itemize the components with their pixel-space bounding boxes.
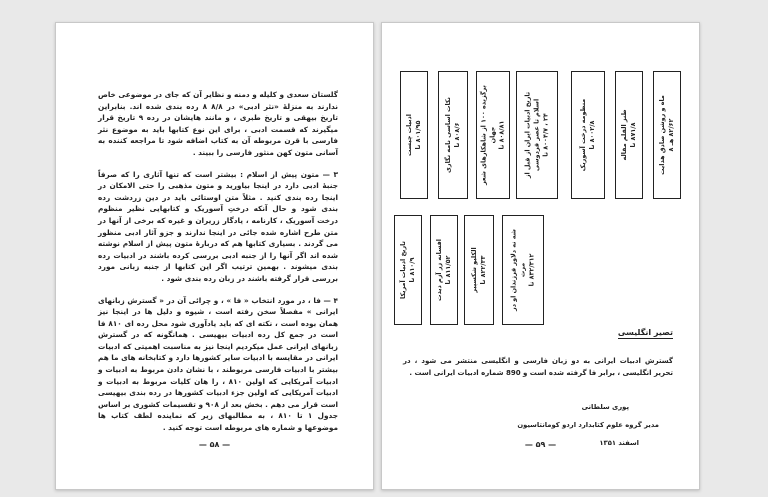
catalog-box <box>438 71 468 199</box>
catalog-box <box>476 71 510 199</box>
catalog-box <box>400 71 428 199</box>
english-edition-note: گسترش ادبیات ایرانی به دو زبان فارسی و انگلیسی منتشر می شود ، در تحریر انگلیسی ، برابر فا گرفته شده است و 890 شماره ادبیات ایرانی است . <box>403 357 673 377</box>
catalog-box <box>464 215 494 325</box>
catalog-box-text: ادبیات چیست ۸۰۱/۹۵ نا <box>405 113 422 157</box>
catalog-box-text: تاریخ ادبیات ایران از قبل از اسلام تا عصر فردوسی ۲۴ ، ۸۰۰۴/۷ نا <box>523 91 550 179</box>
catalog-box <box>394 215 422 325</box>
catalog-box-text: نکات اساسی نامه نگاری ۸۰۸/۶ نا <box>444 97 461 173</box>
right-page <box>381 22 700 490</box>
catalog-box-text: برگزیده ۱۰۰ از شاهکارهای شعر جهان ۸۰۸/۸۱ نا <box>479 85 506 185</box>
paragraph-3: ۴ — فا ، در مورد انتخاب « فا » ، و چرائی آن در « گسترش زبانهای ایرانی » مفصلاً سخن رفته است ، شیوه و دلیل ها در اینجا نیز همان بوده است ، نکته ای که باید یادآوری شود محل رده ای ۸۱۰ فا است در جمع کل رده ادبیات بیهیسی . همانگونه که در گسترش زبانهای ایرانی عمل میکردیم اینجا نیز به مناسبت اهمیتی که ادبیات ایرانی در مقایسه با ادبیات سایر کشورها دارد و کتابخانه های ما هم بیشتر با ادبیات فارسی مربوطند ، با نشان دادن مربوط به ادبیات و ادبیات آمریکایی که اولین ۸۱۰ ، را هان کلیات مربوط به ادبیات و ادبیات آمریکایی که اولین جزء ادبیات کشورها در رده بندی بیهیسی است قرار می دهم . بخش بعد از ۹۰۸ و تقسیمات کشوری بر اساس جدول ۱ تا ۸۱۰ ، به مطالبهای زیر که نماینده لطف کتاب ها موضوعها و شماره های مربوطه است توجه کنید . <box>97 295 339 433</box>
paragraph-1: گلستان سعدی و کلیله و دمنه و نظایر آن که جای در موضوعی خاص ندارند به منزلهٔ «نثر ادبی» در ۸/۸ ۸ رده بندی شده اند. بنابراین تاریخ بیهقی و تاریخ طبری ، و مانند هایشان در رده ۹ تاریخ قرار میگیرند که قسمت ادبی ، برای این نوع کتابها باید به موضوع نثر فارسی با قرن مربوطه آن به کتاب اضافه شود تا مراجعه کننده به آسانی متون کهن منثور فارسی را ببیند . <box>98 90 339 157</box>
catalog-box-text: ماه و روشن صادق هدایت ۸۲/۶۲ هـ ۸ <box>658 95 675 175</box>
paragraph-2: ۳ — متون پیش از اسلام : بیشتر است که تنها آثاری را که صرفاً جنبهٔ ادبی دارد در اینجا بیاورید و متون مذهبی را حتی الامکان در اینجا رده بندی کنید . مثلاً متن اوستائی باید در دین زردشت رده بندی شود و حال آنکه درختِ آسوریک و کتابهایی نظیر منظوم درخت آسوریک ، کارنامه ، یادگار زریران و غیره که برخی از آنها در متن طرح اشاره شده جائی در اینجا ندارند و جزو آثار ادبی منظور می گردند . بسیاری کتابها هم که دربارهٔ متون پیش از اسلام نوشته شده اند اگر آنها را از جنبه ادبی بررسی کرده باشند در ادبیات رده بندی میشوند . بهمین ترتیب اگر این کتابها از جنبه زبانی مورد بررسی قرار گرفته باشند در زبان رده بندی شود . <box>98 169 338 283</box>
catalog-box <box>430 215 458 325</box>
left-page-number: — ۵۸ — <box>198 440 231 449</box>
catalog-box <box>571 71 605 199</box>
signature-name: پوری سلطانی <box>581 403 629 411</box>
right-page-number: — ۵۹ — <box>524 440 557 449</box>
left-page-body <box>98 89 338 436</box>
catalog-box-text: افسانه زر آزم دیدت ۸۱۱/۵۲ نا <box>435 239 452 301</box>
signature-date: اسفند ۱۳۵۱ <box>599 439 639 447</box>
catalog-box <box>502 215 544 325</box>
catalog-box-text: شه نه دلاور فرزندان او در مرث ۸۳۲/۳۱۲ نا <box>509 229 536 311</box>
section-heading: تصیر انگلیسی <box>617 328 673 337</box>
signature-title: مدیر گروه علوم کتابدارد اردو کومانتاسیون <box>517 421 659 429</box>
catalog-box <box>653 71 681 199</box>
catalog-box-text: طنز القلم مقاله ۸۷۱/۸ نا <box>620 109 637 161</box>
catalog-box <box>516 71 558 199</box>
left-page <box>55 22 374 490</box>
catalog-box <box>615 71 643 199</box>
catalog-box-text: منظومه درخت آسوریک ۸۰۰۲/۸ نا <box>579 98 596 172</box>
catalog-box-text: الکلیو شکسپیر ۸۲۲/۳۳ نا <box>470 247 487 293</box>
catalog-box-text: تاریخ ادبیات آمریکا ۸۱۰/۹ نا <box>399 241 416 299</box>
